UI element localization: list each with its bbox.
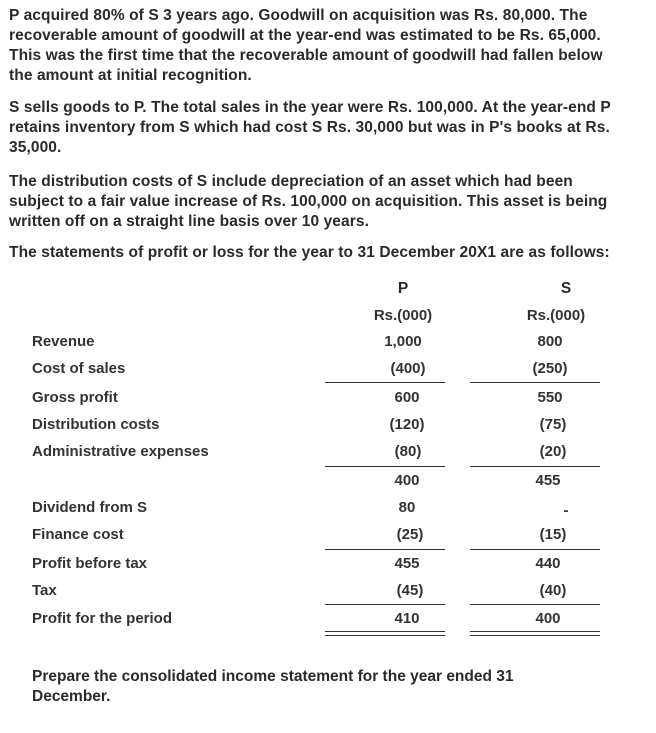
paragraph-depreciation <box>9 172 649 232</box>
row-label: Tax <box>32 582 57 599</box>
question-text <box>32 667 592 707</box>
subtotal-rule-p <box>325 549 445 550</box>
text-line: subject to a fair value increase of Rs. 100,000 on acquisition. This asset is being <box>9 193 608 210</box>
row-label: Gross profit <box>32 389 118 406</box>
value-s: 550 <box>537 389 563 406</box>
value-p: 1,000 <box>384 333 422 350</box>
value-s: 455 <box>535 472 561 489</box>
value-p: (400) <box>390 360 426 377</box>
value-p: 600 <box>394 389 420 406</box>
text-line: Prepare the consolidated income statement for the year ended 31 <box>32 668 514 685</box>
row-label: Cost of sales <box>32 360 126 377</box>
value-p: (80) <box>394 443 422 460</box>
value-s: 800 <box>537 333 563 350</box>
value-p: (25) <box>396 526 424 543</box>
paragraph-statements-intro: The statements of profit or loss for the year to 31 December 20X1 are as follows: <box>9 244 610 261</box>
subtotal-rule-p <box>325 604 445 605</box>
text-line: written off on a straight line basis over 10 years. <box>9 213 369 230</box>
subtotal-rule-s <box>470 604 600 605</box>
text-line: P acquired 80% of S 3 years ago. Goodwill on acquisition was Rs. 80,000. The <box>9 7 588 24</box>
value-p: (120) <box>389 416 425 433</box>
row-label: Dividend from S <box>32 499 148 516</box>
subtotal-rule-p <box>325 382 445 383</box>
value-s: (250) <box>532 360 568 377</box>
unit-label-s: Rs.(000) <box>526 307 586 324</box>
value-s: 440 <box>535 555 561 572</box>
text-line: retains inventory from S which had cost S Rs. 30,000 but was in P's books at Rs. <box>9 119 610 136</box>
text-line: The distribution costs of S include depreciation of an asset which had been <box>9 173 573 190</box>
value-p: 410 <box>394 610 420 627</box>
value-s: (40) <box>539 582 567 599</box>
value-p: 455 <box>394 555 420 572</box>
text-line: S sells goods to P. The total sales in the year were Rs. 100,000. At the year-end P <box>9 99 611 116</box>
value-s: (20) <box>539 443 567 460</box>
text-line: 35,000. <box>9 139 62 156</box>
value-s: - <box>563 502 569 519</box>
row-label: Distribution costs <box>32 416 160 433</box>
row-label: Administrative expenses <box>32 443 209 460</box>
row-label: Finance cost <box>32 526 124 543</box>
value-s: (15) <box>539 526 567 543</box>
value-s: (75) <box>539 416 567 433</box>
row-label: Profit before tax <box>32 555 148 572</box>
value-s: 400 <box>535 610 561 627</box>
value-p: (45) <box>396 582 424 599</box>
column-header-p: P <box>397 280 409 297</box>
column-header-s: S <box>560 280 572 297</box>
value-p: 400 <box>394 472 420 489</box>
value-p: 80 <box>398 499 416 516</box>
row-label: Profit for the period <box>32 610 172 627</box>
row-label: Revenue <box>32 333 95 350</box>
text-line: December. <box>32 688 111 705</box>
total-double-rule-p <box>325 631 445 636</box>
text-line: This was the first time that the recoverable amount of goodwill had fallen below <box>9 47 603 64</box>
total-double-rule-s <box>470 631 600 636</box>
subtotal-rule-s <box>470 466 600 467</box>
text-line: the amount at initial recognition. <box>9 67 252 84</box>
text-line: recoverable amount of goodwill at the year-end was estimated to be Rs. 65,000. <box>9 27 601 44</box>
subtotal-rule-s <box>470 382 600 383</box>
subtotal-rule-p <box>325 466 445 467</box>
unit-label-p: Rs.(000) <box>373 307 433 324</box>
paragraph-acquisition <box>9 6 649 86</box>
paragraph-intragroup-sales <box>9 98 649 158</box>
subtotal-rule-s <box>470 549 600 550</box>
